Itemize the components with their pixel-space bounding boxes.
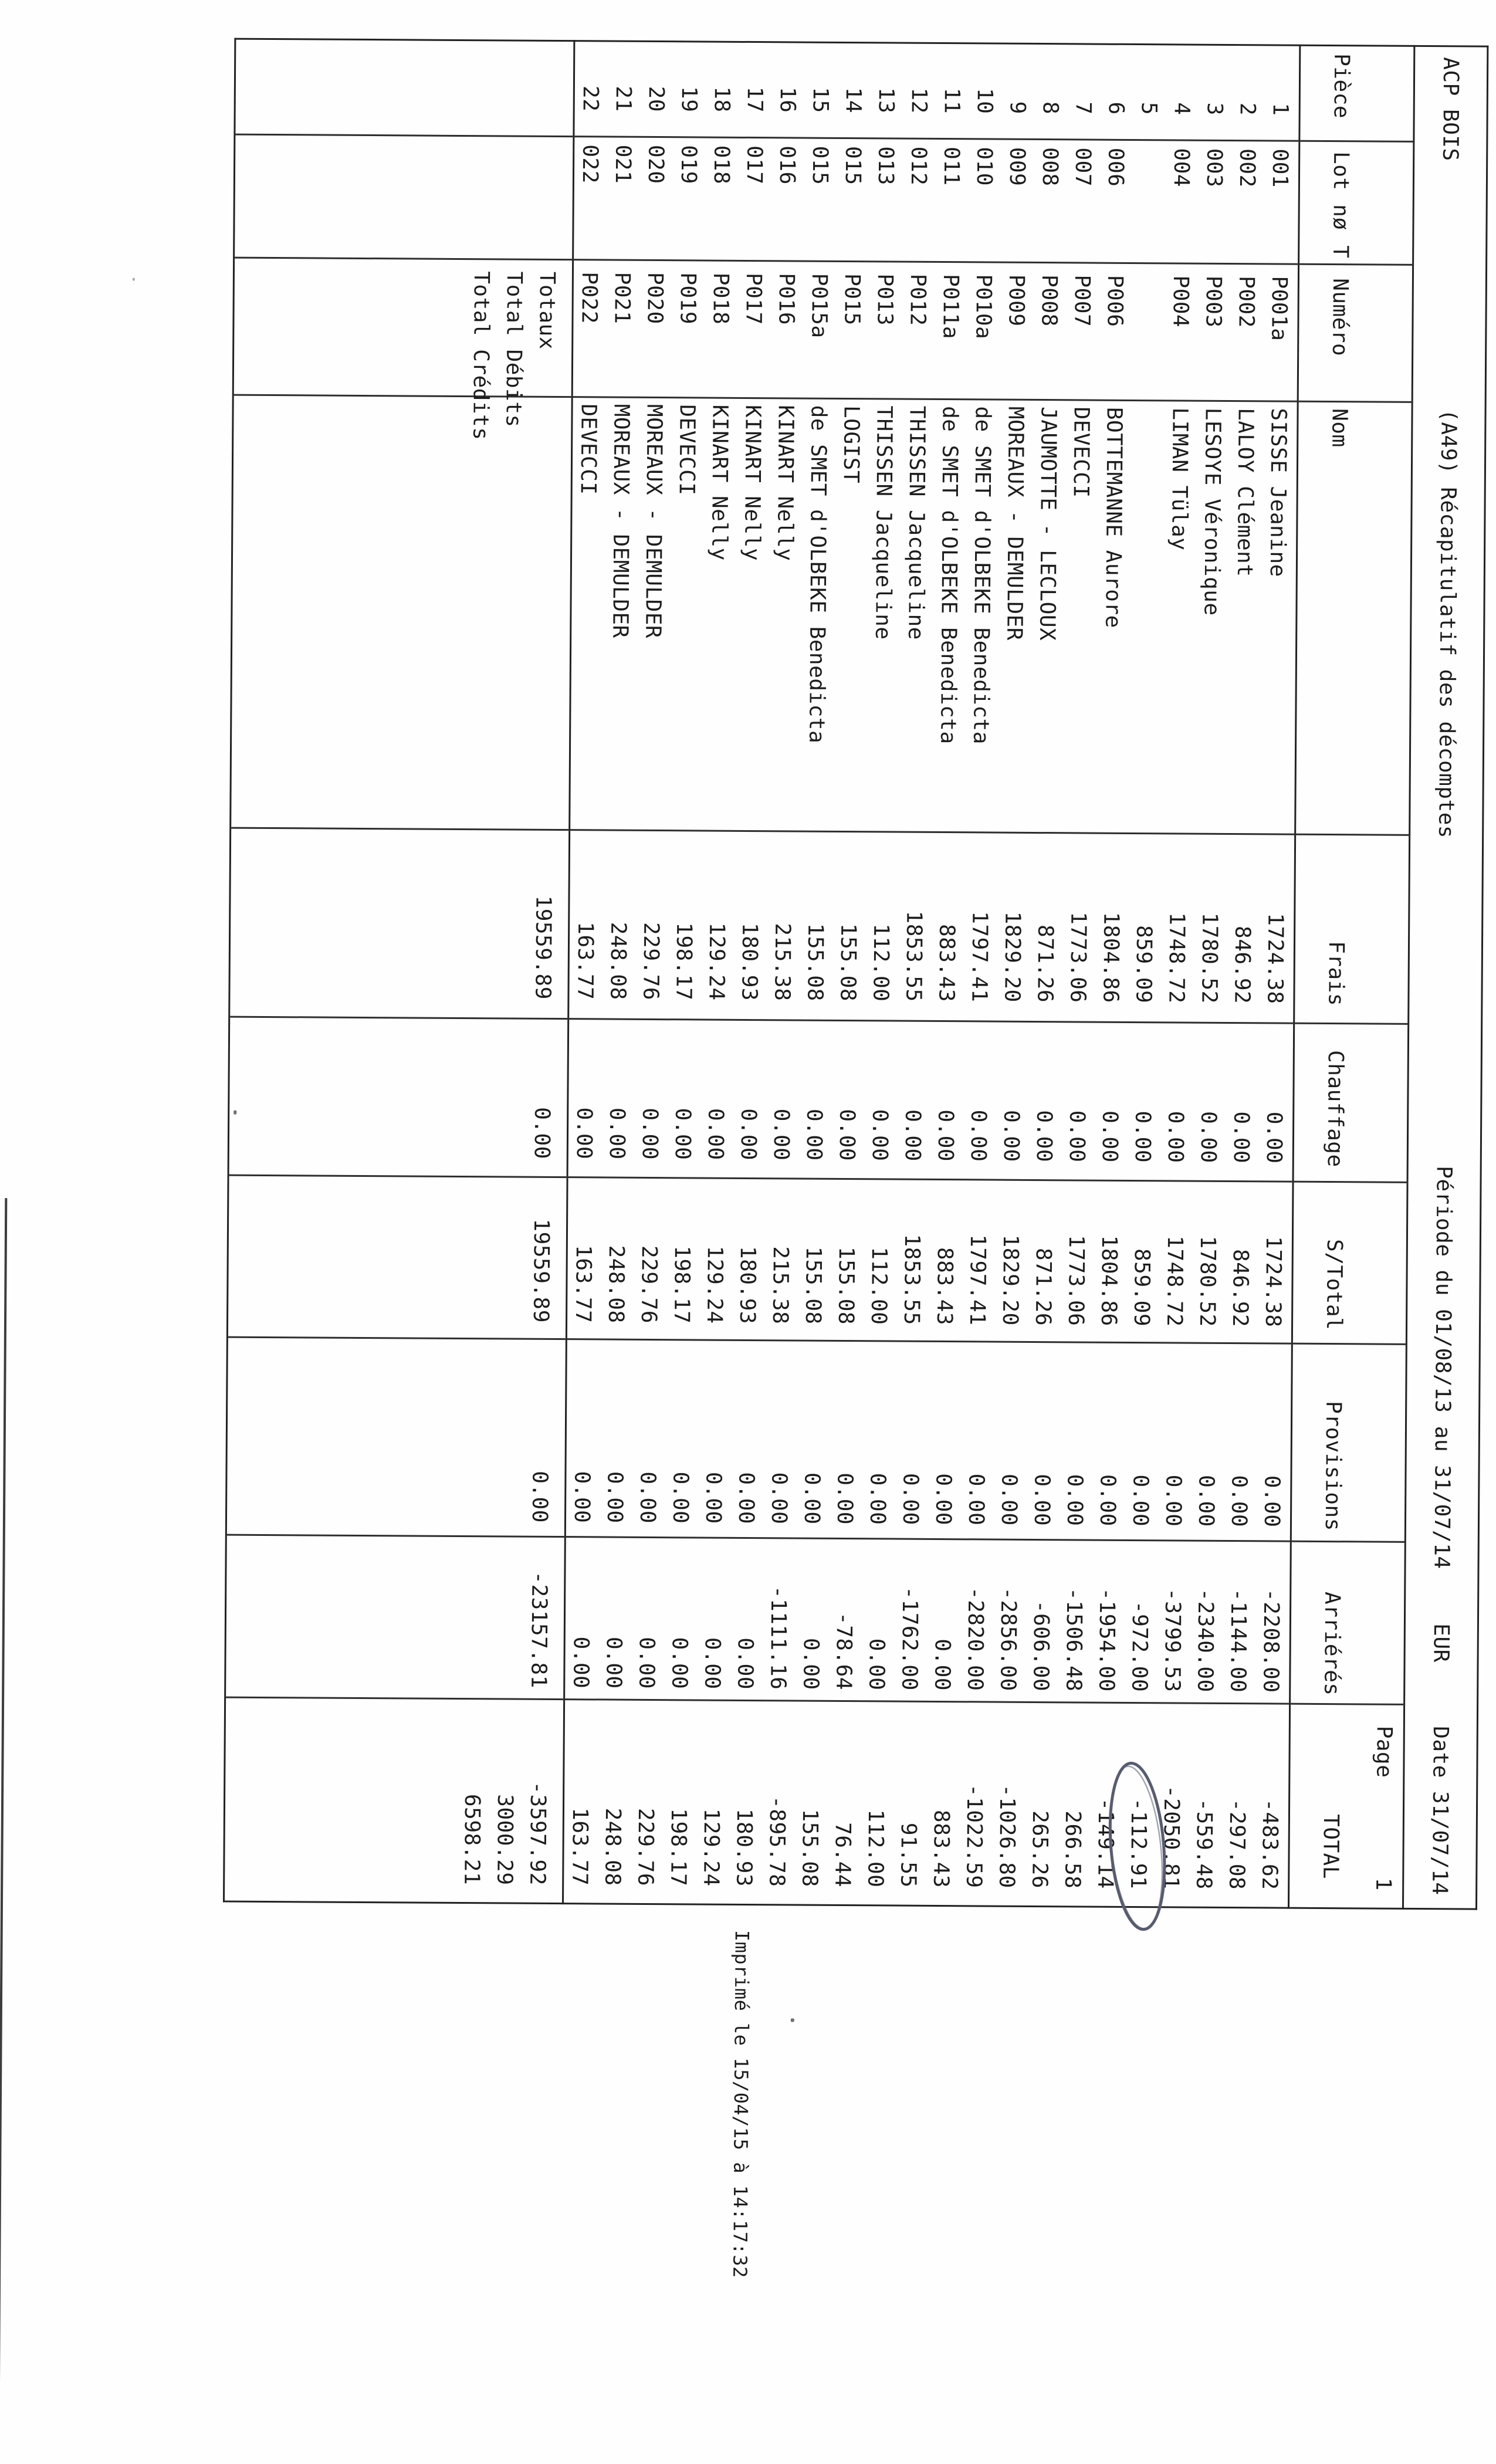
cell-stotal: 1853.55 (899, 1234, 924, 1325)
table-top-border (1475, 46, 1488, 1910)
cell-piece: 9 (1005, 101, 1030, 114)
col-header-provisions: Provisions (1320, 1400, 1346, 1531)
cell-numero: P007 (1069, 275, 1094, 327)
cell-stotal: 846.92 (1228, 1248, 1253, 1328)
cell-lot: 010 (972, 147, 997, 187)
cell-nom: JAUMOTTE - LECLOUX (1035, 406, 1061, 641)
cell-total: 76.44 (830, 1822, 855, 1888)
cell-chauffage: 0.00 (1031, 1110, 1057, 1163)
cell-nom: KINART Nelly (739, 404, 765, 561)
cell-nom: LALOY Clément (1232, 408, 1258, 577)
cell-total: 129.24 (699, 1808, 723, 1887)
totals-chauffage: 0.00 (529, 1107, 554, 1159)
cell-provisions: 0.00 (898, 1473, 923, 1525)
cell-chauffage: 0.00 (670, 1108, 695, 1160)
cell-stotal: 1748.72 (1162, 1236, 1187, 1327)
cell-numero: P001a (1267, 276, 1291, 341)
cell-stotal: 859.09 (1129, 1248, 1154, 1327)
cell-stotal: 1780.52 (1195, 1236, 1220, 1327)
cell-stotal: 871.26 (1031, 1247, 1055, 1326)
cell-lot: 020 (643, 144, 668, 184)
cell-stotal: 155.08 (801, 1246, 825, 1325)
cell-numero: P016 (774, 273, 798, 326)
cell-arrieres: -1762.00 (897, 1586, 922, 1691)
cell-piece: 11 (939, 87, 964, 114)
cell-provisions: 0.00 (1095, 1474, 1120, 1527)
cell-nom: de SMET d'OLBEKE Benedicta (804, 405, 831, 744)
cell-chauffage: 0.00 (736, 1108, 761, 1161)
cell-arrieres: 0.00 (930, 1639, 955, 1691)
cell-nom: DEVECCI (674, 404, 699, 496)
cell-lot (1158, 148, 1159, 248)
cell-arrieres: -2856.00 (996, 1587, 1021, 1691)
cell-nom (1155, 407, 1157, 824)
cell-total: -2050.81 (1159, 1785, 1184, 1890)
col-header-numero: Numéro (1328, 278, 1352, 357)
cell-arrieres: -2820.00 (963, 1586, 988, 1691)
cell-numero: P015 (840, 273, 864, 326)
cell-chauffage: 0.00 (999, 1109, 1024, 1162)
table-bottom-border (223, 38, 236, 1903)
cell-provisions: 0.00 (602, 1471, 627, 1524)
cell-lot: 007 (1070, 147, 1095, 187)
cell-provisions: 0.00 (635, 1471, 660, 1524)
cell-frais: 1773.06 (1065, 912, 1091, 1003)
cell-arrieres: -2340.00 (1193, 1588, 1218, 1693)
cell-arrieres: 0.00 (700, 1637, 725, 1690)
cell-chauffage: 0.00 (604, 1107, 629, 1160)
cell-arrieres: -1111.16 (766, 1585, 791, 1690)
currency-code: EUR (1429, 1623, 1453, 1663)
cell-lot: 009 (1004, 147, 1030, 187)
cell-piece: 8 (1038, 101, 1062, 115)
cell-nom: THISSEN Jacqueline (903, 405, 929, 640)
cell-arrieres: -972.00 (1127, 1600, 1152, 1693)
cell-numero: P021 (610, 272, 634, 324)
cell-nom: SISSE Jeanine (1265, 408, 1291, 577)
cell-total: 248.08 (600, 1808, 625, 1886)
cell-frais: 112.00 (868, 923, 893, 1002)
cell-frais: 1724.38 (1263, 913, 1288, 1004)
cell-lot: 001 (1267, 148, 1292, 188)
cell-total: -112.91 (1126, 1798, 1151, 1890)
cell-stotal: 129.24 (702, 1245, 727, 1324)
cell-piece: 15 (808, 87, 832, 113)
cell-lot: 011 (939, 146, 964, 186)
cell-arrieres: -2208.00 (1258, 1588, 1284, 1693)
totals-total: -3597.92 (525, 1781, 550, 1886)
cell-chauffage: 0.00 (966, 1109, 991, 1162)
cell-chauffage: 0.00 (900, 1109, 925, 1162)
cell-provisions: 0.00 (700, 1471, 726, 1524)
cell-provisions: 0.00 (1160, 1474, 1186, 1527)
cell-chauffage: 0.00 (834, 1109, 859, 1162)
cell-total: -559.48 (1192, 1798, 1217, 1890)
cell-total: -895.78 (764, 1795, 790, 1887)
cell-chauffage: 0.00 (1097, 1110, 1122, 1163)
cell-piece: 19 (676, 86, 701, 113)
pen-ellipse-annotation (1099, 1754, 1173, 1942)
cell-frais: 229.76 (638, 922, 664, 1001)
cell-numero: P011a (938, 273, 963, 340)
col-header-nom: Nom (1327, 408, 1352, 448)
cell-numero: P006 (1102, 275, 1127, 327)
cell-arrieres: 0.00 (864, 1638, 889, 1691)
cell-frais: 215.38 (770, 923, 795, 1001)
cell-provisions: 0.00 (1128, 1474, 1153, 1527)
total-credits-value: 6598.21 (459, 1793, 485, 1886)
cell-total: 155.08 (797, 1809, 822, 1887)
cell-arrieres: -606.00 (1028, 1600, 1054, 1692)
cell-piece: 10 (972, 87, 997, 114)
cell-arrieres: -1506.48 (1061, 1587, 1087, 1692)
cell-frais: 155.08 (835, 923, 861, 1002)
cell-stotal: 163.77 (571, 1245, 595, 1324)
cell-chauffage: 0.00 (867, 1109, 892, 1162)
cell-stotal: 229.76 (637, 1245, 661, 1324)
cell-stotal: 1773.06 (1064, 1235, 1088, 1326)
totals-provisions: 0.00 (527, 1471, 552, 1523)
cell-piece: 7 (1071, 101, 1095, 115)
cell-provisions: 0.00 (865, 1473, 890, 1525)
cell-piece: 6 (1104, 101, 1128, 115)
col-header-total: TOTAL (1318, 1813, 1343, 1880)
cell-nom: KINART Nelly (706, 404, 732, 561)
totals-frais: 19559.89 (530, 895, 556, 1000)
cell-nom: LESOYE Véronique (1199, 407, 1225, 616)
cell-nom: de SMET d'OLBEKE Benedicta (936, 405, 962, 744)
cell-chauffage: 0.00 (1261, 1111, 1287, 1164)
page-label: Page (1372, 1725, 1396, 1778)
cell-frais: 1829.20 (1000, 911, 1025, 1003)
scan-speck (133, 278, 135, 281)
cell-chauffage: 0.00 (1196, 1111, 1221, 1163)
cell-numero: P018 (708, 272, 733, 325)
cell-stotal: 215.38 (768, 1246, 793, 1325)
cell-stotal: 198.17 (669, 1245, 694, 1324)
cell-nom: LOGIST (838, 405, 864, 484)
cell-nom: DEVECCI (576, 404, 601, 495)
cell-provisions: 0.00 (1259, 1475, 1284, 1528)
print-timestamp: Imprimé le 15/04/15 à 14:17:32 (729, 1930, 753, 2279)
cell-piece: 1 (1268, 103, 1292, 116)
cell-frais: 1780.52 (1197, 912, 1222, 1004)
cell-lot: 017 (742, 145, 767, 185)
total-credits-label: Total Crédits (468, 271, 493, 441)
cell-chauffage: 0.00 (769, 1108, 794, 1161)
cell-frais: 871.26 (1033, 924, 1058, 1003)
scan-speck (791, 2018, 794, 2022)
cell-arrieres: -3799.53 (1160, 1588, 1185, 1693)
cell-total: 229.76 (633, 1808, 658, 1887)
scan-speck (233, 1111, 236, 1115)
cell-frais: 1797.41 (967, 911, 992, 1003)
cell-total: -1022.59 (962, 1783, 987, 1888)
cell-numero: P009 (1004, 274, 1028, 327)
cell-frais: 198.17 (671, 922, 696, 1001)
col-header-chauffage: Chauffage (1322, 1050, 1348, 1167)
cell-piece: 5 (1136, 101, 1161, 116)
cell-arrieres: 0.00 (568, 1636, 593, 1689)
cell-lot: 015 (807, 145, 832, 185)
cell-piece: 22 (578, 85, 603, 112)
cell-piece: 18 (709, 86, 734, 113)
cell-chauffage: 0.00 (1064, 1110, 1089, 1163)
cell-nom: MOREAUX - DEMULDER (1002, 406, 1028, 641)
cell-stotal: 180.93 (735, 1245, 760, 1325)
cell-lot: 004 (1169, 148, 1194, 188)
page-number: 1 (1371, 1877, 1396, 1891)
cell-nom: DEVECCI (1068, 407, 1094, 498)
cell-total: 112.00 (863, 1809, 888, 1888)
cell-chauffage: 0.00 (1163, 1111, 1188, 1163)
cell-stotal: 1829.20 (998, 1234, 1023, 1326)
col-header-arrieres: Arriérés (1319, 1591, 1345, 1696)
cell-arrieres: -1954.00 (1094, 1588, 1119, 1692)
cell-lot: 012 (906, 146, 931, 186)
cell-chauffage: 0.00 (703, 1108, 728, 1160)
cell-nom: LIMAN Tülay (1167, 407, 1192, 551)
cell-total: 180.93 (732, 1808, 756, 1887)
cell-provisions: 0.00 (1029, 1474, 1054, 1527)
cell-stotal: 155.08 (834, 1246, 858, 1325)
col-header-lot: Lot (1328, 151, 1353, 191)
totals-stotal: 19559.89 (529, 1219, 554, 1323)
cell-piece: 12 (906, 87, 931, 114)
cell-nom: BOTTEMANNE Aurore (1101, 407, 1126, 628)
report-date: Date 31/07/14 (1427, 1726, 1453, 1896)
cell-numero: P017 (741, 272, 766, 325)
cell-arrieres: 0.00 (601, 1636, 626, 1689)
cell-numero: P012 (905, 273, 930, 326)
cell-numero: P008 (1037, 274, 1061, 327)
cell-provisions: 0.00 (799, 1472, 824, 1525)
cell-lot: 018 (709, 145, 734, 185)
cell-chauffage: 0.00 (637, 1108, 662, 1160)
cell-numero: P013 (872, 273, 897, 326)
cell-numero: P019 (675, 272, 700, 325)
cell-frais: 129.24 (704, 922, 729, 1001)
col-header-stotal: S/Total (1321, 1238, 1346, 1331)
company-name: ACP BOIS (1438, 57, 1463, 161)
cell-provisions: 0.00 (766, 1472, 791, 1525)
cell-arrieres: -1144.00 (1226, 1588, 1251, 1693)
cell-lot: 002 (1234, 148, 1260, 188)
cell-nom: THISSEN Jacqueline (871, 405, 896, 640)
totals-arrieres: -23157.81 (526, 1571, 551, 1688)
total-debits-label: Total Débits (501, 271, 526, 428)
cell-total: -483.62 (1257, 1799, 1282, 1890)
cell-provisions: 0.00 (1193, 1474, 1219, 1527)
cell-provisions: 0.00 (733, 1472, 759, 1525)
cell-arrieres: 0.00 (733, 1637, 757, 1690)
cell-frais: 180.93 (737, 922, 762, 1001)
cell-total: 883.43 (929, 1809, 953, 1888)
cell-stotal: 1804.86 (1096, 1235, 1121, 1326)
cell-total: 91.55 (896, 1822, 920, 1888)
cell-total: 266.58 (1060, 1810, 1085, 1889)
cell-lot: 022 (577, 144, 603, 184)
cell-stotal: 248.08 (604, 1245, 628, 1324)
cell-arrieres: 0.00 (634, 1637, 659, 1690)
cell-lot: 015 (840, 145, 865, 185)
cell-total: 198.17 (666, 1808, 691, 1887)
cell-stotal: 883.43 (932, 1247, 957, 1326)
cell-numero: P020 (642, 272, 667, 324)
col-header-no: nø (1328, 204, 1353, 231)
cell-nom: MOREAUX - DEMULDER (608, 404, 634, 638)
cell-frais: 155.08 (803, 923, 828, 1001)
cell-total: -149.14 (1093, 1798, 1118, 1889)
cell-numero: P022 (577, 272, 601, 324)
cell-chauffage: 0.00 (571, 1107, 597, 1160)
cell-piece: 3 (1202, 102, 1227, 116)
col-header-frais: Frais (1324, 940, 1349, 1007)
cell-piece: 4 (1169, 102, 1194, 116)
cell-numero: P003 (1201, 275, 1226, 328)
cell-lot: 003 (1201, 148, 1227, 188)
cell-chauffage: 0.00 (933, 1109, 958, 1162)
cell-frais: 883.43 (934, 923, 959, 1003)
cell-arrieres: 0.00 (667, 1637, 692, 1690)
cell-piece: 13 (874, 87, 898, 114)
cell-chauffage: 0.00 (1130, 1111, 1155, 1163)
cell-piece: 20 (644, 86, 668, 113)
cell-lot: 006 (1103, 147, 1128, 187)
cell-lot: 013 (873, 146, 898, 186)
cell-stotal: 1797.41 (965, 1234, 990, 1326)
cell-provisions: 0.00 (1062, 1474, 1087, 1527)
cell-frais: 859.09 (1131, 925, 1156, 1004)
report-title: (A49) Récapitulatif des décomptes (1434, 409, 1461, 839)
cell-provisions: 0.00 (832, 1473, 857, 1525)
cell-lot: 008 (1037, 147, 1062, 187)
cell-lot: 021 (610, 144, 635, 184)
cell-numero: P002 (1234, 276, 1258, 328)
cell-nom: KINART Nelly (772, 405, 798, 561)
cell-piece: 14 (841, 87, 865, 114)
cell-provisions: 0.00 (1226, 1475, 1251, 1528)
cell-numero: P015a (807, 273, 831, 339)
cell-piece: 16 (775, 86, 800, 113)
cell-lot: 016 (774, 145, 800, 185)
cell-nom: MOREAUX - DEMULDER (641, 404, 666, 639)
cell-arrieres: 0.00 (798, 1637, 823, 1690)
cell-numero: P004 (1168, 275, 1193, 328)
cell-stotal: 1724.38 (1261, 1236, 1285, 1328)
cell-arrieres: -78.64 (831, 1612, 857, 1691)
cell-numero (1157, 275, 1158, 395)
cell-stotal: 112.00 (867, 1247, 891, 1325)
cell-frais: 163.77 (573, 922, 598, 1000)
header-divider-1 (1402, 45, 1415, 1910)
cell-numero: P010a (971, 274, 996, 340)
cell-lot: 019 (676, 145, 701, 185)
report-period: Période du 01/08/13 au 31/07/14 (1429, 1166, 1456, 1569)
cell-total: -1026.80 (994, 1784, 1020, 1888)
cell-total: 163.77 (567, 1808, 593, 1886)
cell-total: -297.08 (1224, 1798, 1250, 1890)
cell-provisions: 0.00 (569, 1471, 594, 1524)
total-debits-value: 3000.29 (492, 1794, 517, 1886)
cell-provisions: 0.00 (930, 1473, 956, 1526)
cell-frais: 846.92 (1230, 925, 1255, 1004)
cell-nom: de SMET d'OLBEKE Benedicta (969, 406, 995, 745)
cell-provisions: 0.00 (963, 1473, 989, 1526)
cell-provisions: 0.00 (996, 1473, 1021, 1526)
totals-label: Totaux (534, 271, 559, 350)
table-rows (559, 0, 1297, 2464)
cell-frais: 1853.55 (901, 911, 926, 1002)
col-header-piece: Pièce (1329, 53, 1354, 119)
scan-page-edge (0, 1198, 7, 2459)
cell-piece: 17 (742, 86, 767, 113)
cell-frais: 1804.86 (1098, 912, 1123, 1003)
cell-chauffage: 0.00 (801, 1108, 827, 1161)
col-header-t: T (1328, 245, 1353, 259)
cell-frais: 248.08 (605, 922, 631, 1000)
cell-chauffage: 0.00 (1228, 1111, 1254, 1164)
cell-total: 265.26 (1027, 1810, 1052, 1889)
cell-piece: 21 (611, 86, 635, 112)
cell-provisions: 0.00 (668, 1471, 693, 1524)
cell-piece: 2 (1235, 102, 1260, 116)
cell-frais: 1748.72 (1164, 912, 1189, 1004)
